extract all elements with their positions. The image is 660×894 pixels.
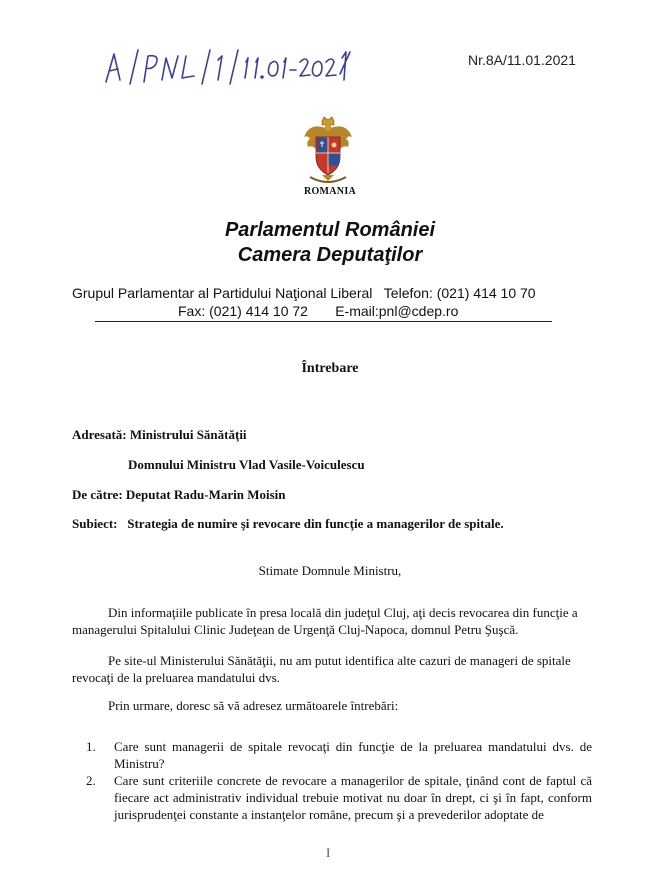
document-type: Întrebare xyxy=(301,361,359,376)
question-number: 1. xyxy=(86,739,96,754)
header-divider xyxy=(95,321,552,322)
subject-line xyxy=(72,516,504,532)
question-text: Care sunt managerii de spitale revocaţi din funcţie de la preluarea mandatului dvs. de Ministru? xyxy=(114,739,592,771)
page-mark: I xyxy=(326,845,331,860)
institution-name: Parlamentul României xyxy=(224,219,436,241)
romania-coat-of-arms-icon xyxy=(300,115,356,187)
subject-text: Strategia de numire şi revocare din funcţie a managerilor de spitale. xyxy=(127,516,504,531)
registration-number: Nr.8A/11.01.2021 xyxy=(468,52,576,68)
list-item xyxy=(72,772,592,823)
question-text: Care sunt criteriile concrete de revocare a managerilor de spitale, ţinând cont de faptul că fiecare act administrativ individual trebuie motivat nu doar în drept, ci şi în fapt, conform jurisprudenţei constante a instanţelor române, precum şi a prevederilor adoptate de xyxy=(114,773,592,822)
paragraph-1: Din informaţiile publicate în presa locală din judeţul Cluj, aţi decis revocarea din funcţie a managerului Spitalului Clinic Judeţean de Urgenţă Cluj-Napoca, domnul Petru Şuşcă. xyxy=(72,605,578,637)
list-item xyxy=(72,738,592,772)
paragraph-2: Pe site-ul Ministerului Sănătăţii, nu am putut identifica alte cazuri de manageri de spitale revocaţi de la preluarea mandatului dvs. xyxy=(72,653,571,685)
recipient-line: Domnului Ministru Vlad Vasile-Voiculescu xyxy=(128,457,365,472)
group-contact-line: Grupul Parlamentar al Partidului Naţional Liberal Telefon: (021) 414 10 70 xyxy=(72,285,536,301)
crest-label: ROMANIA xyxy=(303,186,357,197)
paragraph-3: Prin urmare, doresc să vă adresez următoarele întrebări: xyxy=(108,698,399,713)
greeting: Stimate Domnule Ministru, xyxy=(258,563,402,578)
addressee-line: Adresată: Ministrului Sănătăţii xyxy=(72,427,247,442)
question-number: 2. xyxy=(86,773,96,788)
from-line: De către: Deputat Radu-Marin Moisin xyxy=(72,487,286,502)
questions-list xyxy=(72,738,592,823)
handwritten-reference xyxy=(100,44,370,88)
fax-email-line: Fax: (021) 414 10 72 E-mail:pnl@cdep.ro xyxy=(178,303,459,319)
chamber-name: Camera Deputaţilor xyxy=(237,244,423,266)
subject-label: Subiect: xyxy=(72,516,118,531)
